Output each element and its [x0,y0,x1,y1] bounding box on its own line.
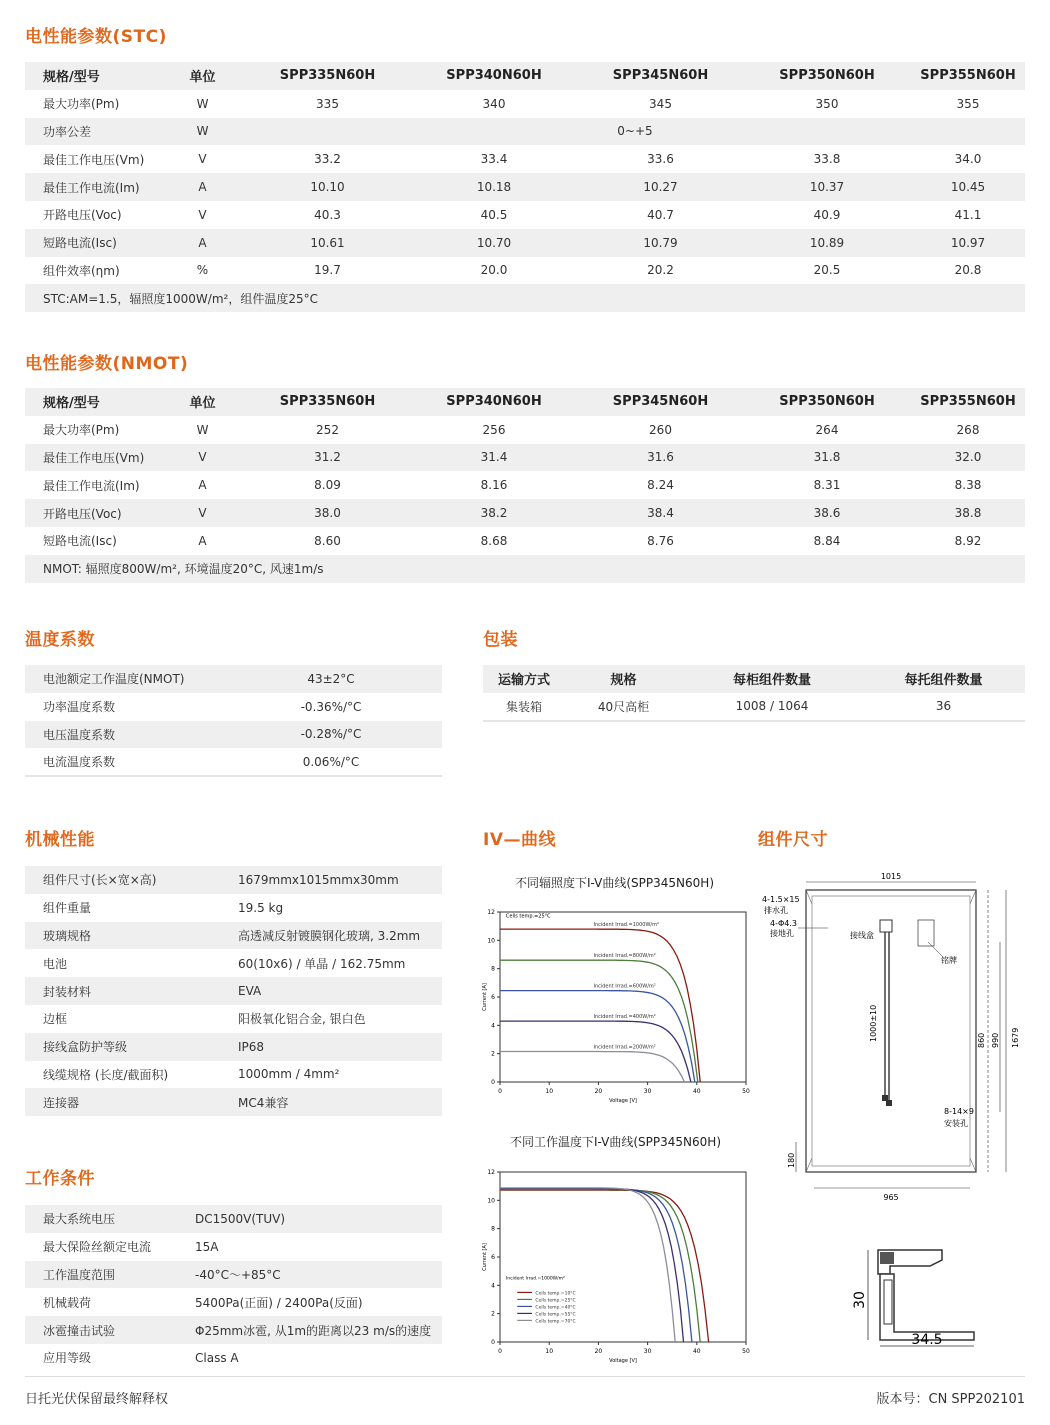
stc-table [25,62,1025,312]
temp-label: 电压温度系数 [43,727,116,742]
series-label: Incident Irrad.=1000W/m² [593,922,659,929]
stc-note-row [25,284,1025,312]
x-tick-label: 0 [498,1348,502,1355]
series-label: Incident Irrad.=400W/m² [593,1014,656,1021]
frame-profile-drawing [850,1240,980,1355]
y-tick-label: 4 [491,1282,495,1290]
mech-value: IP68 [238,1039,265,1054]
nmot-row-unit: A [198,533,207,548]
nmot-header-row [25,388,1025,416]
x-tick-label: 30 [643,1088,652,1095]
legend-label: Cells temp.=55°C [535,1312,576,1318]
stc-cell: 10.70 [476,235,512,250]
work-label: 应用等级 [43,1351,92,1366]
stc-row-label: 功率公差 [43,124,92,139]
nmot-title: 电性能参数(NMOT) [25,354,189,374]
legend-label: Cells temp.=10°C [535,1291,576,1297]
stc-header-model: 规格/型号 [43,70,100,86]
mech-value: MC4兼容 [238,1095,289,1110]
nmot-cell: 8.76 [647,533,674,548]
mech-row [25,977,442,1005]
stc-header-row [25,62,1025,90]
stc-cell: 40.7 [647,207,674,222]
dim-990: 990 [991,1032,1000,1048]
dim-ground-label: 接地孔 [770,929,794,938]
y-tick-label: 8 [491,1225,495,1233]
mech-row [25,1061,442,1089]
mech-row [25,1005,442,1033]
nmot-cell: 264 [815,422,839,437]
stc-cell: 40.3 [314,207,341,222]
nmot-row-unit: V [198,450,207,465]
mech-table [25,866,442,1116]
stc-row [25,229,1025,257]
stc-header-unit: 单位 [189,70,216,86]
frame-width: 34.5 [911,1332,943,1348]
work-label: 工作温度范围 [43,1267,116,1282]
stc-cell: 345 [649,96,672,111]
stc-row-unit: W [196,96,209,111]
y-tick-label: 12 [487,909,495,916]
dim-965: 965 [883,1193,899,1202]
stc-header-col: SPP340N60H [446,68,542,84]
nmot-cell: 8.92 [954,533,982,548]
temp-row [25,665,442,693]
mech-title: 机械性能 [25,830,95,850]
series-label: Incident Irrad.=200W/m² [593,1044,656,1051]
stc-cell: 335 [316,96,339,111]
junction-box-icon [880,920,892,932]
nmot-header-unit: 单位 [189,396,216,412]
nmot-row [25,444,1025,472]
x-tick-label: 40 [692,1348,701,1355]
frame-height: 30 [852,1291,868,1309]
series-label: Incident Irrad.=800W/m² [593,953,656,960]
temp-title: 温度系数 [25,630,95,650]
mech-label: 线缆规格 (长度/截面积) [43,1067,169,1082]
module-dimension-drawing [758,862,1028,1207]
nmot-cell: 252 [316,422,339,437]
stc-row [25,90,1025,118]
temp-row [25,748,442,776]
x-tick-label: 30 [643,1348,652,1355]
packing-table [483,665,1025,722]
nmot-row-unit: V [198,506,207,521]
packing-cell: 集装箱 [505,699,542,714]
dim-cable: 1000±10 [869,1004,878,1042]
mech-value: 19.5 kg [238,900,284,915]
y-tick-label: 6 [491,994,495,1001]
mech-label: 组件尺寸(长×宽×高) [43,873,157,888]
stc-row-unit: A [198,235,207,250]
work-value: Class A [195,1350,239,1365]
iv-chart-temperature [478,1160,753,1365]
stc-cell: 33.8 [813,152,841,167]
nameplate-icon [918,920,934,946]
stc-row-unit: % [196,263,209,278]
series-label: Incident Irrad.=600W/m² [593,983,656,990]
nmot-cell: 8.16 [480,478,508,493]
stc-cell: 350 [815,96,839,111]
work-row [25,1261,442,1289]
stc-cell: 19.7 [314,263,341,278]
nmot-cell: 32.0 [954,450,982,465]
mech-label: 边框 [43,1012,68,1027]
dim-jbox-label: 接线盒 [850,931,874,940]
nmot-cell: 8.68 [480,533,508,548]
dim-1679: 1679 [1011,1027,1020,1048]
packing-header-cell: 规格 [610,673,637,689]
nmot-row-unit: W [196,422,209,437]
mech-label: 电池 [43,956,68,971]
nmot-row [25,527,1025,555]
work-title: 工作条件 [25,1169,95,1189]
stc-header-col: SPP345N60H [612,68,709,84]
nmot-header-col: SPP345N60H [612,394,709,410]
nmot-header-col: SPP335N60H [279,394,376,410]
mech-label: 组件重量 [43,901,92,916]
nmot-row [25,416,1025,444]
work-label: 冰雹撞击试验 [43,1323,116,1338]
work-value: 5400Pa(正面) / 2400Pa(反面) [195,1295,363,1310]
temp-row [25,693,442,721]
nmot-table [25,388,1025,583]
y-tick-label: 2 [491,1050,495,1058]
legend-label: Cells temp.=40°C [535,1305,576,1311]
nmot-cell: 8.84 [813,533,841,548]
y-tick-label: 6 [491,1254,495,1261]
nmot-cell: 38.6 [813,506,841,521]
stc-cell: 10.79 [643,235,678,250]
nmot-row-label: 开路电压(Voc) [43,506,122,521]
work-label: 机械载荷 [43,1295,92,1310]
nmot-cell: 31.2 [314,450,341,465]
dim-width-top: 1015 [880,872,902,881]
stc-cell: 340 [482,96,506,111]
chart-annotation: Incident Irrad.=1000W/m² [505,1276,565,1282]
nmot-header-col: SPP350N60H [779,394,875,410]
packing-cell: 36 [935,699,952,714]
x-tick-label: 10 [545,1348,554,1355]
stc-cell: 10.18 [476,180,512,195]
stc-cell: 40.5 [480,207,508,222]
nmot-cell: 31.4 [480,450,508,465]
stc-cell: 20.5 [813,263,841,278]
temp-label: 功率温度系数 [43,700,116,715]
x-tick-label: 40 [692,1088,701,1095]
temp-value: -0.28%/°C [300,727,362,742]
chart-plot-area [500,912,746,1082]
stc-cell: 20.8 [954,263,982,278]
stc-row [25,201,1025,229]
dim-drain-label: 排水孔 [764,906,788,915]
stc-row-label: 最大功率(Pm) [43,97,120,112]
work-row [25,1316,442,1344]
nmot-note: NMOT: 辐照度800W/m², 环境温度20°C, 风速1m/s [43,562,324,577]
stc-row-label: 最佳工作电压(Vm) [43,152,145,167]
mech-label: 接线盒防护等级 [43,1040,128,1055]
mech-value: 高透减反射镀膜钢化玻璃, 3.2mm [238,928,421,943]
mech-value: EVA [238,984,262,999]
packing-row [483,693,1025,721]
y-tick-label: 12 [487,1169,495,1176]
work-value: 15A [195,1239,219,1254]
stc-cell: 20.2 [647,263,674,278]
packing-header-cell: 运输方式 [497,673,550,689]
x-tick-label: 20 [594,1088,603,1095]
stc-cell: 10.89 [809,235,845,250]
nmot-header-col: SPP340N60H [446,394,542,410]
legend-label: Cells temp.=70°C [535,1319,576,1325]
work-value: Φ25mm冰雹, 从1m的距离以23 m/s的速度 [195,1323,432,1338]
temp-label: 电池额定工作温度(NMOT) [43,672,185,687]
stc-header-col: SPP355N60H [920,68,1016,84]
footer-version: 版本号：CN SPP202101 [876,1392,1025,1407]
x-tick-label: 10 [545,1088,554,1095]
iv-chart-irradiance [478,900,753,1105]
y-axis-label: Current [A] [482,1243,488,1271]
nmot-cell: 31.6 [647,450,674,465]
work-table [25,1205,442,1372]
work-row [25,1233,442,1261]
work-row [25,1205,442,1233]
stc-header-col: SPP350N60H [779,68,875,84]
work-value: DC1500V(TUV) [195,1211,286,1226]
nmot-cell: 31.8 [813,450,841,465]
stc-row [25,257,1025,285]
temp-value: 43±2°C [307,671,355,686]
y-tick-label: 2 [491,1310,495,1318]
stc-cell: 33.6 [647,152,674,167]
y-tick-label: 0 [491,1079,495,1086]
temp-row [25,721,442,749]
work-label: 最大保险丝额定电流 [43,1240,152,1255]
stc-row-merged: 0~+5 [617,124,653,139]
nmot-cell: 256 [482,422,506,437]
iv-chart1-title: 不同辐照度下I-V曲线(SPP345N60H) [515,876,715,890]
y-tick-label: 4 [491,1022,495,1030]
y-axis-label: Current [A] [482,983,488,1011]
y-tick-label: 10 [487,937,495,945]
stc-cell: 34.0 [954,152,982,167]
work-row [25,1288,442,1316]
nmot-cell: 260 [649,422,672,437]
stc-note: STC:AM=1.5，辐照度1000W/m²，组件温度25°C [43,291,318,306]
work-row [25,1344,442,1372]
nmot-row [25,499,1025,527]
mech-label: 玻璃规格 [43,928,92,943]
nmot-row [25,471,1025,499]
dim-180: 180 [787,1152,796,1168]
mech-label: 连接器 [43,1095,80,1110]
temp-value: 0.06%/°C [302,754,360,769]
footer-divider [25,1376,1025,1377]
nmot-cell: 268 [956,422,980,437]
mech-row [25,1088,442,1116]
mech-row [25,1033,442,1061]
y-tick-label: 8 [491,965,495,973]
nmot-cell: 38.8 [954,506,982,521]
nmot-cell: 38.4 [647,506,674,521]
stc-row [25,118,1025,146]
packing-header-cell: 每柜组件数量 [732,673,811,689]
packing-header-row [483,665,1025,693]
stc-cell: 10.27 [643,180,678,195]
stc-cell: 10.45 [950,180,986,195]
mech-value: 阳极氧化铝合金, 银白色 [238,1012,366,1027]
stc-cell: 33.2 [314,152,341,167]
nmot-header-model: 规格/型号 [43,396,100,412]
packing-cell: 1008 / 1064 [735,699,809,714]
mech-value: 1679mmx1015mmx30mm [238,872,399,887]
nmot-row-label: 最佳工作电压(Vm) [43,450,145,465]
y-tick-label: 10 [487,1197,495,1205]
x-tick-label: 50 [742,1088,750,1095]
mech-value: 1000mm / 4mm² [238,1067,340,1082]
stc-row-label: 开路电压(Voc) [43,208,122,223]
dims-title: 组件尺寸 [758,830,828,850]
nmot-row-label: 最佳工作电流(Im) [43,478,140,493]
stc-row-label: 最佳工作电流(Im) [43,180,140,195]
stc-cell: 10.37 [809,180,845,195]
stc-row [25,173,1025,201]
stc-row-unit: A [198,180,207,195]
legend-label: Cells temp.=25°C [535,1298,576,1304]
nmot-cell: 8.09 [314,478,341,493]
nmot-cell: 38.0 [314,506,341,521]
packing-title: 包装 [483,630,518,650]
work-value: -40°C～+85°C [195,1267,281,1282]
stc-row [25,145,1025,173]
temp-table [25,665,442,777]
work-label: 最大系统电压 [43,1212,116,1227]
stc-cell: 41.1 [954,207,982,222]
nmot-row-label: 短路电流(Isc) [43,534,117,549]
nmot-cell: 8.31 [813,478,841,493]
stc-title: 电性能参数(STC) [25,27,167,47]
stc-cell: 355 [956,96,980,111]
dim-860: 860 [977,1032,986,1048]
dim-mount-label: 安装孔 [944,1119,968,1128]
x-tick-label: 0 [498,1088,502,1095]
mech-row [25,894,442,922]
stc-cell: 10.97 [950,235,986,250]
x-tick-label: 50 [742,1348,750,1355]
stc-cell: 40.9 [813,207,841,222]
temp-value: -0.36%/°C [300,699,362,714]
stc-header-col: SPP335N60H [279,68,376,84]
dim-mount-size: 8-14×9 [944,1107,974,1116]
iv-title: IV—曲线 [483,830,556,850]
mech-label: 封装材料 [43,984,92,999]
nmot-row-unit: A [198,478,207,493]
dim-drain-size: 4-1.5×15 [762,895,800,904]
nmot-cell: 8.38 [954,478,982,493]
stc-row-unit: V [198,152,207,167]
iv-chart2-title: 不同工作温度下I-V曲线(SPP345N60H) [510,1135,722,1149]
dim-ground-size: 4-Φ4.3 [770,919,797,928]
chart-annotation: Cells temp.=25°C [505,913,551,920]
stc-cell: 33.4 [480,152,508,167]
dim-nameplate-label: 铭牌 [941,956,957,965]
stc-row-label: 短路电流(Isc) [43,236,117,251]
stc-row-label: 组件效率(ηm) [43,263,120,278]
stc-cell: 10.61 [310,235,345,250]
nmot-header-col: SPP355N60H [920,394,1016,410]
stc-cell: 20.0 [480,263,508,278]
stc-row-unit: V [198,207,207,222]
footer-copyright: 日托光伏保留最终解释权 [25,1392,169,1407]
stc-cell: 10.10 [310,180,345,195]
x-axis-label: Voltage [V] [609,1358,637,1364]
mech-row [25,866,442,894]
y-tick-label: 0 [491,1339,495,1346]
nmot-note-row [25,555,1025,583]
packing-cell: 40尺高柜 [597,699,650,714]
nmot-row-label: 最大功率(Pm) [43,423,120,438]
x-axis-label: Voltage [V] [609,1098,637,1104]
nmot-cell: 38.2 [480,506,508,521]
mech-value: 60(10x6) / 单晶 / 162.75mm [238,956,406,971]
mech-row [25,922,442,950]
temp-label: 电流温度系数 [43,755,116,770]
mech-row [25,949,442,977]
nmot-cell: 8.60 [314,533,341,548]
stc-row-unit: W [196,124,209,139]
x-tick-label: 20 [594,1348,603,1355]
packing-header-cell: 每托组件数量 [904,673,983,689]
nmot-cell: 8.24 [647,478,674,493]
